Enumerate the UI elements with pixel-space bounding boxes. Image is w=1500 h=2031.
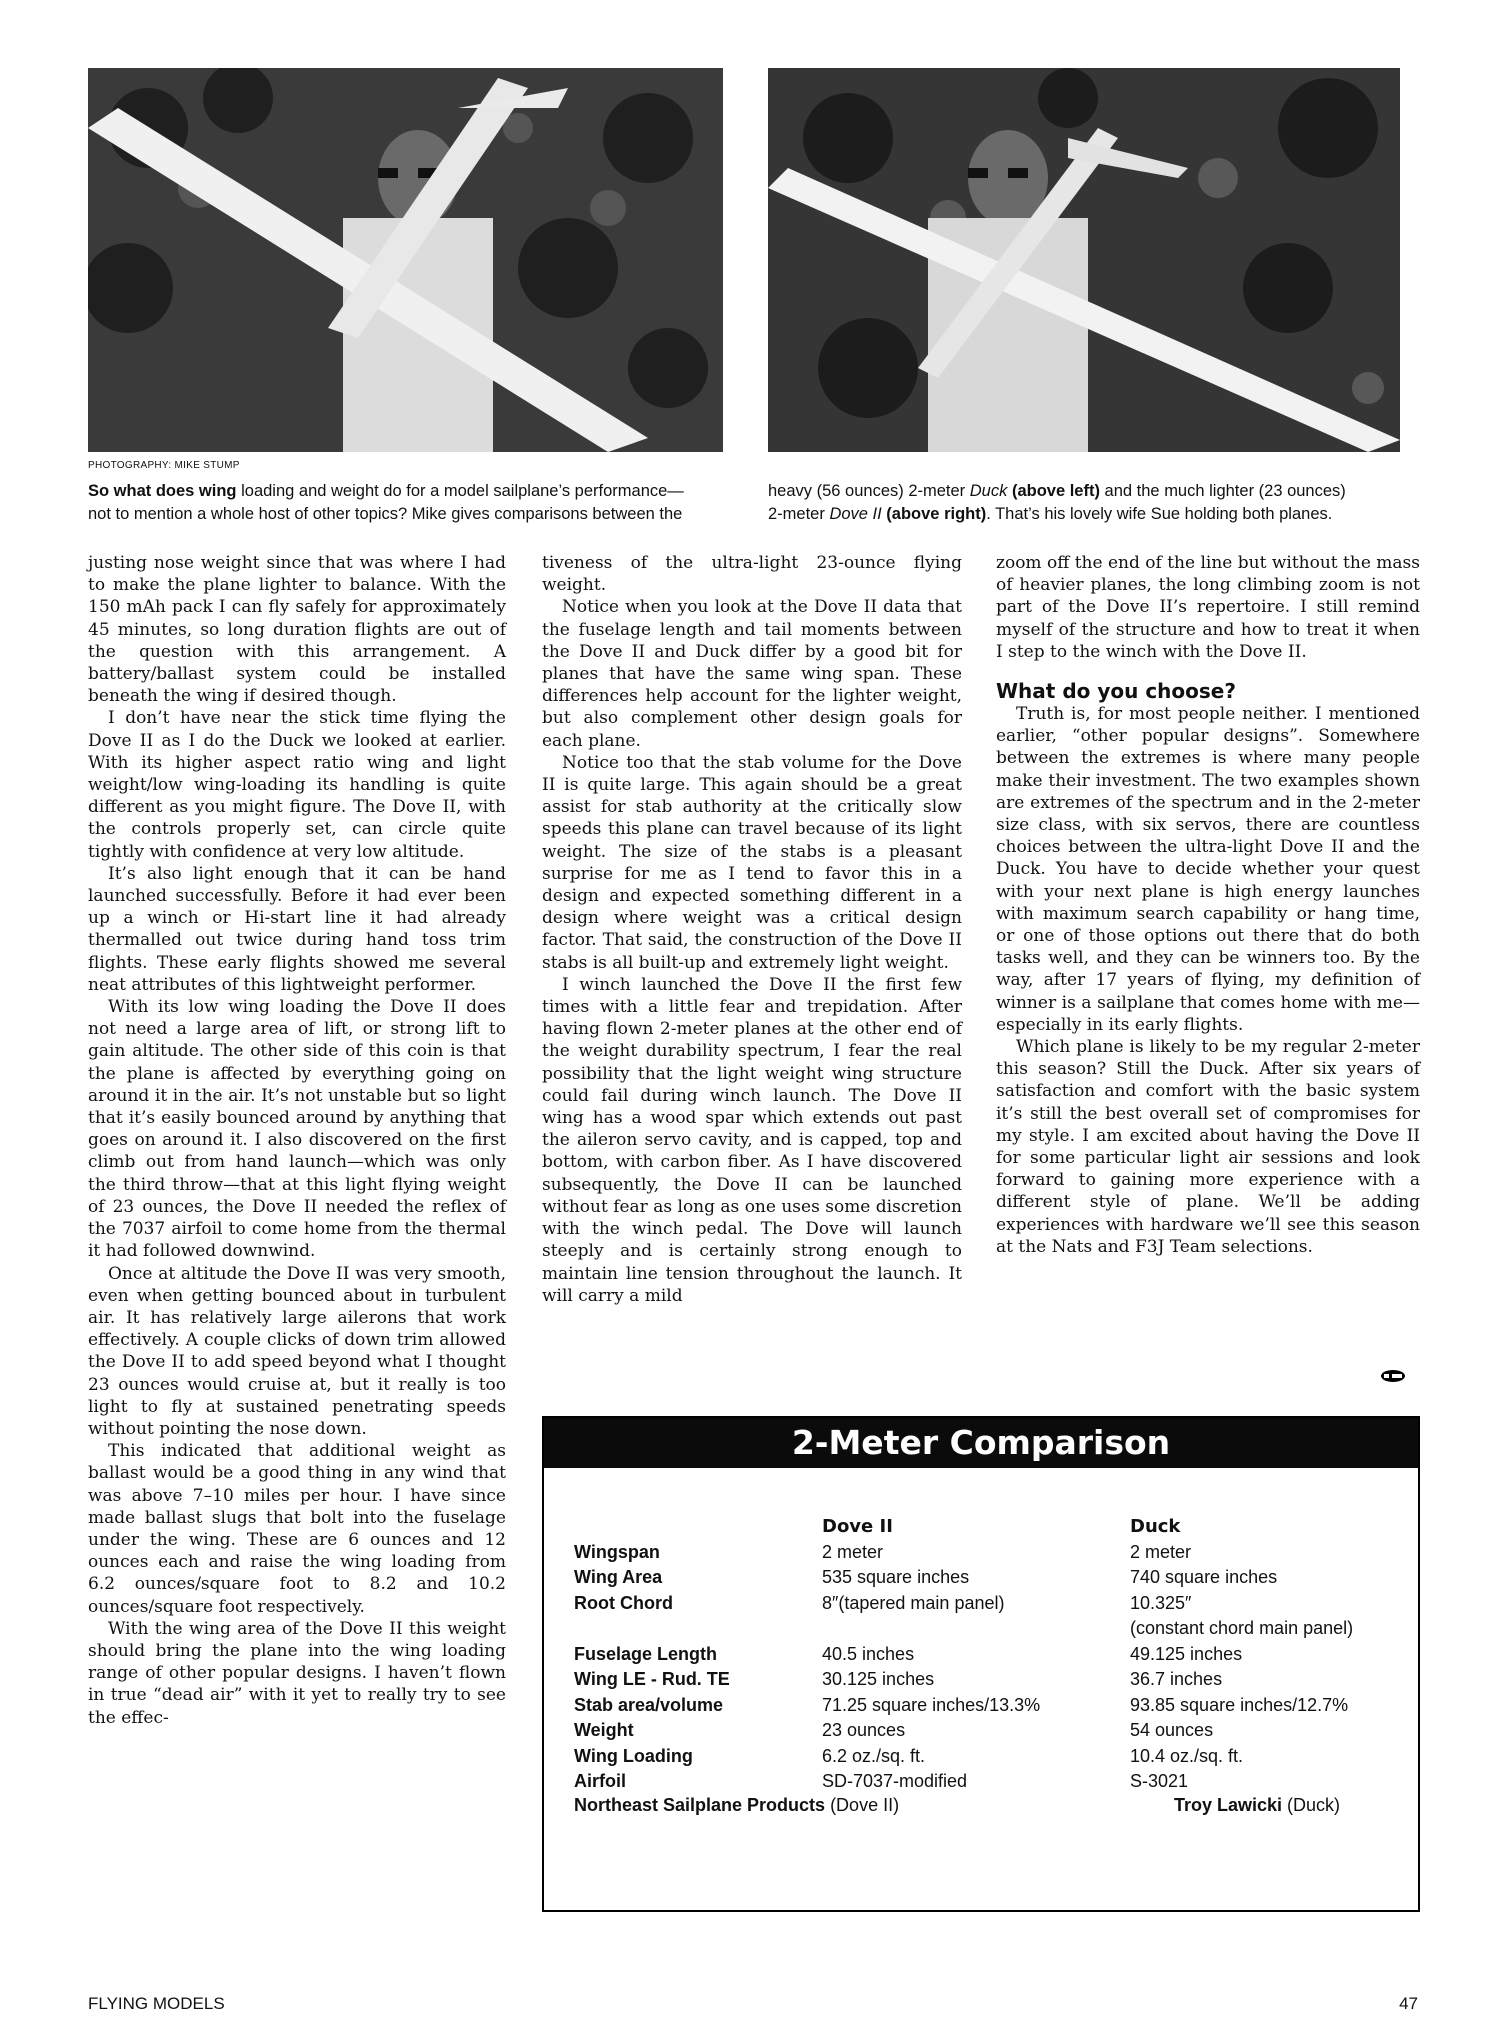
row-label: Wing Area: [574, 1567, 663, 1587]
paragraph: With its low wing loading the Dove II does not need a large area of lift, or strong lift to gain altitude. The other side of this coin is that the plane is affected by everything going on around it in the air. It’s not unstable but so light that it’s easily bounced around by anything that goes on around it. I also discovered on the first climb out from hand launch—which was only the third throw—that at this light flying weight of 23 ounces, the Dove II needed the reflex of the 7037 airfoil to come home from the thermal it had followed downwind.: [88, 997, 506, 1262]
paragraph: justing nose weight since that was where I had to make the plane lighter to balance. With the 150 mAh pack I can fly safely for approximately 45 minutes, so long duration flights are out of the question with this arrangement. A battery/ballast system could be installed beneath the wing if desired though.: [88, 553, 506, 707]
end-mark-logo: [1380, 1369, 1406, 1383]
source-duck: [1174, 1793, 1340, 1819]
source-duck-note: (Duck): [1282, 1795, 1341, 1815]
photo-duck: [88, 68, 723, 452]
paragraph: Truth is, for most people neither. I mentioned earlier, “other popular designs”. Somewhere between the extremes is where many people make their investment. The two examples shown are extremes of the spectrum and in the 2-meter size class, with six servos, there are countless choices between the ultra-light Dove II and the Duck. You have to decide whether your quest with your next plane is high energy launches with maximum search capability or hang time, or one of those options out there that do both tasks well, and they can be winners too. By the way, after 17 years of flying, my definition of winner is a sailplane that comes home with me—especially in its early flights.: [996, 704, 1420, 1035]
caption-text: and the much lighter (23 ounces): [1099, 482, 1346, 500]
cell-duck: 10.4 oz./sq. ft.: [1130, 1745, 1244, 1766]
cell-duck: 2 meter: [1130, 1541, 1192, 1562]
column-header-duck: Duck: [1130, 1516, 1181, 1537]
section-heading: What do you choose?: [996, 679, 1236, 704]
page-number: 47: [1399, 1994, 1418, 2013]
caption-text: 2-meter: [768, 505, 830, 523]
paragraph: tiveness of the ultra-light 23-ounce flying weight.: [542, 553, 962, 596]
row-label: Fuselage Length: [574, 1643, 718, 1664]
row-label: Wing Loading: [574, 1745, 693, 1766]
paragraph: I don’t have near the stick time flying the Dove II as I do the Duck we looked at earlier. With its higher aspect ratio wing and light weight/low wing-loading its handling is quite different as you might figure. The Dove II, with the controls properly set, can circle quite tightly with confidence at very low altitude.: [88, 708, 506, 862]
cell-dove: 2 meter: [822, 1541, 884, 1562]
paragraph: I winch launched the Dove II the first few times with a little fear and trepidation. After having flown 2-meter planes at the other end of the weight durability spectrum, I fear the real possibility that the light weight wing structure could fail during winch launch. The Dove II wing has a wood spar which extends out past the aileron servo cavity, and is capped, top and bottom, with carbon fiber. As I have discovered subsequently, the Dove II can be launched without fear as long as one uses some discretion with the winch pedal. The Dove will launch steeply and is certainly strong enough to maintain line tension throughout the launch. It will carry a mild: [542, 974, 962, 1306]
paragraph: Which plane is likely to be my regular 2-meter this season? Still the Duck. After six years of satisfaction and comfort with the basic system it’s still the best overall set of compromises for my style. I am excited about having the Dove II for some particular light air sessions and look forward to gaining more experience with a different style of plane. We’ll be adding experiences with hardware we’ll see this season at the Nats and F3J Team selections.: [996, 1037, 1420, 1257]
row-label: Airfoil: [574, 1771, 626, 1791]
cell-duck: 36.7 inches: [1130, 1669, 1223, 1689]
caption-text: heavy (56 ounces) 2-meter: [768, 482, 970, 500]
caption-lead: So what does wing: [88, 482, 237, 500]
cell-duck: 49.125 inches: [1130, 1643, 1243, 1664]
photo-dove-ii: [768, 68, 1400, 452]
cell-duck: 93.85 square inches/12.7%: [1130, 1694, 1349, 1715]
caption-text: not to mention a whole host of other topics? Mike gives comparisons between the: [88, 505, 683, 523]
comparison-labels: [574, 1514, 730, 1795]
comparison-table: [542, 1416, 1420, 1912]
cell-duck: 54 ounces: [1130, 1720, 1214, 1740]
caption-bold: (above right): [881, 505, 987, 523]
caption-bold: (above left): [1007, 482, 1100, 500]
magazine-name: FLYING MODELS: [88, 1994, 225, 2013]
caption-left: [88, 480, 728, 526]
paragraph: Notice too that the stab volume for the Dove II is quite large. This again should be a great assist for stab authority at the critically slow speeds this plane can travel because of its light weight. The size of the stabs is a pleasant surprise for me as I tend to favor this in a design and expected something different in a design where weight was a critical design factor. That said, the construction of the Dove II stabs is all built-up and extremely light weight.: [542, 752, 962, 973]
source-dove-name: Northeast Sailplane Products: [574, 1795, 826, 1815]
paragraph: It’s also light enough that it can be hand launched successfully. Before it had ever been up a winch or Hi-start line it had already thermalled out twice during hand toss trim flights. These early flights showed me several neat attributes of this lightweight performer.: [88, 863, 506, 995]
row-label: Stab area/volume: [574, 1694, 724, 1715]
cell-dove: 40.5 inches: [822, 1643, 915, 1664]
paragraph: Once at altitude the Dove II was very smooth, even when getting bounced about in turbulent air. It has relatively large ailerons that work effectively. A couple clicks of down trim allowed the Dove II to add speed beyond what I thought 23 ounces would cruise at, but it really is too light to fly at sustained penetrating speeds without pointing the nose down.: [88, 1263, 506, 1439]
comparison-title: 2-Meter Comparison: [544, 1418, 1418, 1468]
row-label: Root Chord: [574, 1592, 673, 1613]
caption-text: . That’s his lovely wife Sue holding both planes.: [986, 505, 1333, 523]
cell-duck: 10.325″: [1130, 1592, 1192, 1613]
comparison-dove-column: [822, 1514, 1040, 1795]
cell-dove: 30.125 inches: [822, 1669, 935, 1689]
cell-dove: SD-7037-modified: [822, 1771, 968, 1791]
cell-dove: 8″(tapered main panel): [822, 1592, 1005, 1613]
column-header-dove: Dove II: [822, 1516, 893, 1537]
cell-dove: 23 ounces: [822, 1720, 906, 1740]
paragraph: Notice when you look at the Dove II data that the fuselage length and tail moments between the Dove II and Duck differ by a good bit for planes that have the same wing span. These differences help account for the lighter weight, but also complement other design goals for each plane.: [542, 597, 962, 751]
paragraph: This indicated that additional weight as ballast would be a good thing in any wind that was above 7–10 miles per hour. I have since made ballast slugs that bolt into the fuselage under the wing. These are 6 ounces and 12 ounces each and raise the wing loading from 6.2 ounces/square foot to 8.2 and 10.2 ounces/square foot respectively.: [88, 1441, 506, 1617]
caption-text: loading and weight do for a model sailplane’s performance—: [236, 482, 684, 500]
caption-right: [768, 480, 1408, 526]
row-label: Wingspan: [574, 1541, 660, 1562]
cell-dove: 71.25 square inches/13.3%: [822, 1694, 1041, 1715]
article-column-3: [996, 552, 1420, 1258]
caption-duck: Duck: [969, 482, 1008, 500]
row-label: Weight: [574, 1720, 634, 1740]
paragraph: zoom off the end of the line but without the mass of heavier planes, the long climbing zoom is not part of the Dove II’s repertoire. I still remind myself of the structure and how to treat it when I step to the winch with the Dove II.: [996, 553, 1420, 662]
cell-duck: 740 square inches: [1130, 1567, 1278, 1587]
article-column-2: [542, 552, 962, 1307]
cell-duck: S-3021: [1130, 1771, 1189, 1791]
cell-duck: (constant chord main panel): [1130, 1618, 1354, 1638]
source-dove-note: (Dove II): [825, 1795, 900, 1815]
cell-dove: 6.2 oz./sq. ft.: [822, 1745, 926, 1766]
source-dove: [574, 1793, 899, 1819]
comparison-duck-column: [1130, 1514, 1353, 1795]
caption-dove: Dove II: [829, 505, 882, 523]
article-column-1: [88, 552, 506, 1729]
photo-credit: PHOTOGRAPHY: MIKE STUMP: [88, 460, 240, 471]
row-label: Wing LE - Rud. TE: [574, 1669, 730, 1689]
source-duck-name: Troy Lawicki: [1174, 1795, 1283, 1815]
paragraph: With the wing area of the Dove II this weight should bring the plane into the wing loading range of other popular designs. I haven’t flown in true “dead air” with it yet to really try to see the effec-: [88, 1618, 506, 1728]
cell-dove: 535 square inches: [822, 1567, 970, 1587]
